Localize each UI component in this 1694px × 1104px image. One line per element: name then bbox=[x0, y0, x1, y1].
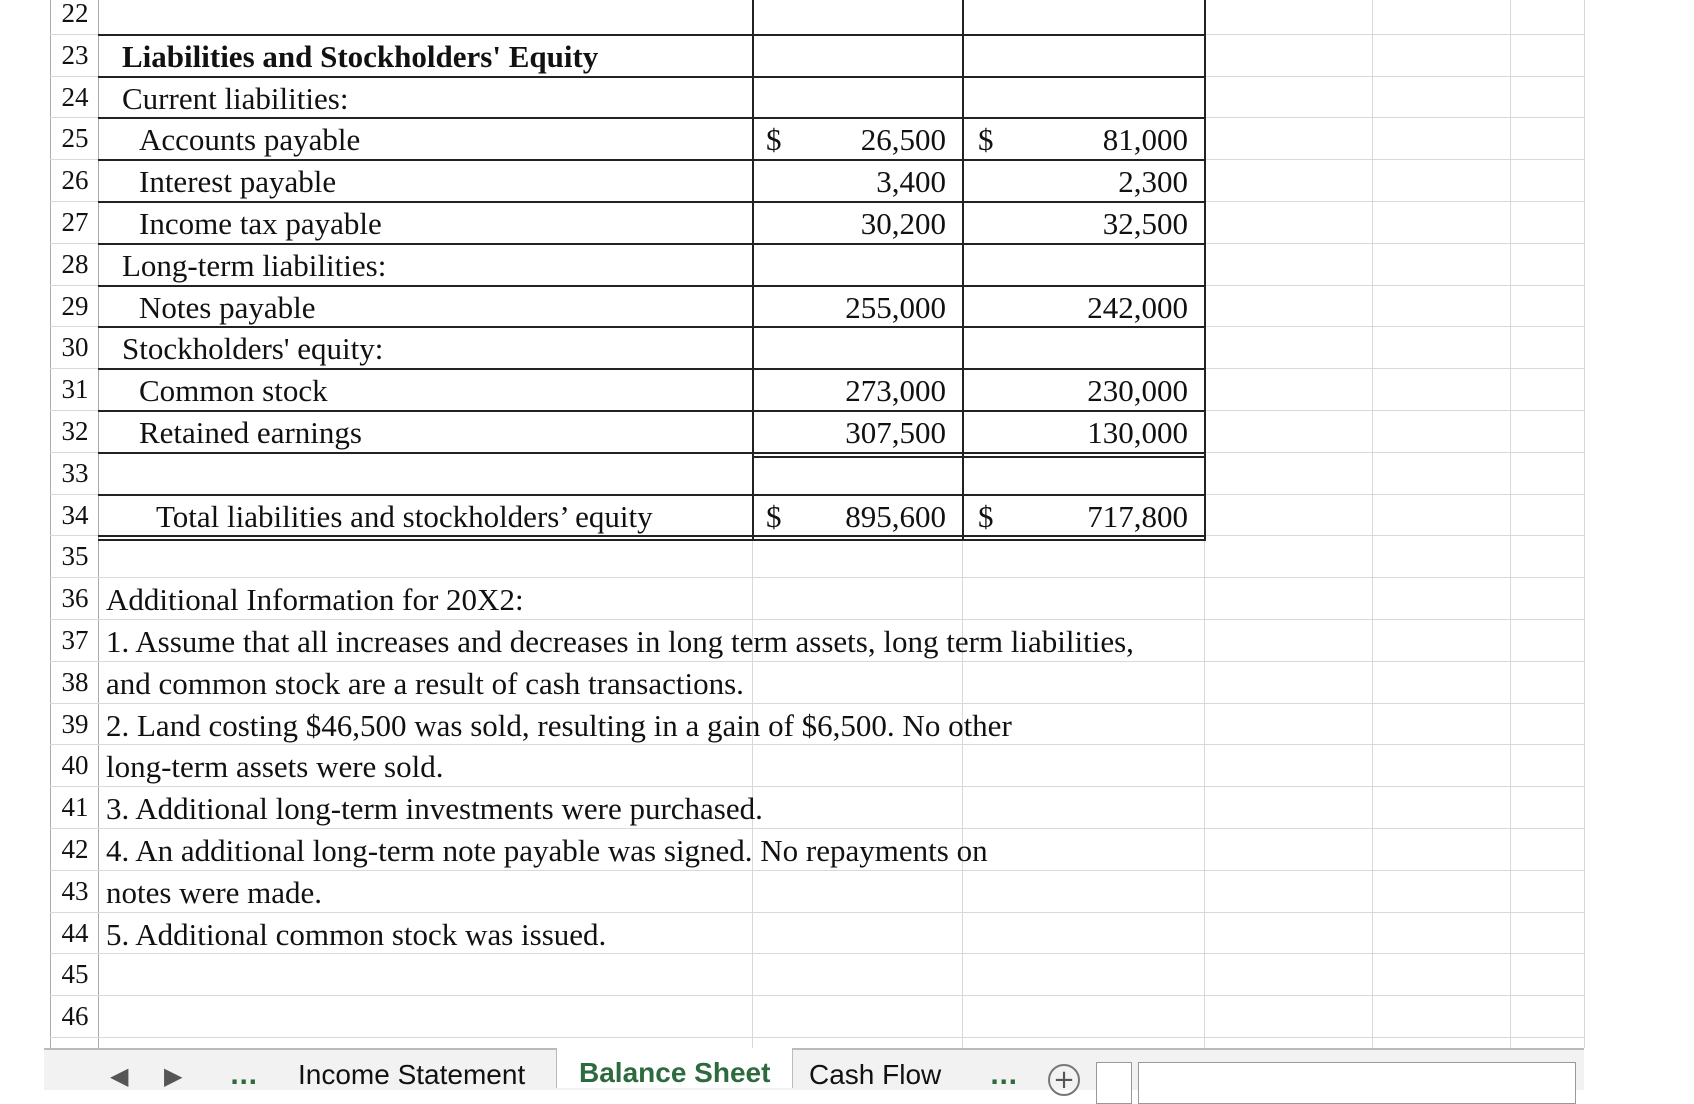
table-border-horizontal bbox=[98, 243, 1204, 245]
add-sheet-icon[interactable]: + bbox=[1048, 1064, 1080, 1096]
table-border-horizontal bbox=[98, 326, 1204, 328]
row-number[interactable]: 31 bbox=[61, 374, 89, 405]
table-border-vertical bbox=[962, 0, 964, 541]
row-number[interactable]: 24 bbox=[61, 81, 89, 112]
row-gridline bbox=[50, 953, 1584, 954]
row-label[interactable]: 2. Land costing $46,500 was sold, resulting in a gain of $6,500. No other bbox=[106, 707, 1012, 743]
row-label[interactable]: Liabilities and Stockholders' Equity bbox=[122, 38, 599, 74]
row-label[interactable]: Accounts payable bbox=[139, 122, 361, 158]
row-label[interactable]: and common stock are a result of cash transactions. bbox=[106, 665, 744, 701]
value-20x1[interactable]: 81,000 bbox=[1102, 122, 1188, 158]
row-number[interactable]: 23 bbox=[61, 39, 89, 70]
currency-symbol: $ bbox=[766, 122, 782, 158]
table-border-horizontal bbox=[98, 285, 1204, 287]
table-border-horizontal bbox=[98, 117, 1204, 119]
value-20x2[interactable]: 255,000 bbox=[845, 289, 946, 325]
table-border-horizontal bbox=[98, 452, 1204, 454]
currency-symbol: $ bbox=[766, 498, 782, 534]
value-20x2[interactable]: 895,600 bbox=[845, 498, 946, 534]
row-number[interactable]: 39 bbox=[61, 708, 89, 739]
row-gridline bbox=[50, 912, 1584, 913]
table-border-horizontal bbox=[98, 539, 1204, 541]
row-number[interactable]: 27 bbox=[61, 207, 89, 237]
row-number[interactable]: 40 bbox=[61, 750, 89, 781]
row-number[interactable]: 36 bbox=[61, 583, 89, 614]
horizontal-scroll-left-arrow[interactable] bbox=[1096, 1062, 1132, 1104]
table-border-horizontal bbox=[98, 76, 1204, 78]
value-20x2[interactable]: 307,500 bbox=[845, 415, 946, 450]
row-label[interactable]: 1. Assume that all increases and decreases in long term assets, long term liabilities, bbox=[106, 624, 1134, 659]
column-gridline bbox=[1372, 0, 1373, 1048]
row-label[interactable]: Retained earnings bbox=[139, 415, 362, 450]
scroll-right-icon[interactable]: ▶ bbox=[164, 1062, 183, 1090]
column-gridline bbox=[50, 0, 51, 1048]
value-20x2[interactable]: 30,200 bbox=[860, 206, 946, 241]
row-gridline bbox=[50, 1037, 1584, 1038]
row-label[interactable]: Current liabilities: bbox=[122, 80, 349, 116]
row-label[interactable]: 4. An additional long-term note payable was signed. No repayments on bbox=[106, 833, 988, 868]
more-sheets-left-button[interactable]: ... bbox=[230, 1062, 258, 1090]
row-label[interactable]: Notes payable bbox=[139, 289, 316, 325]
table-border-horizontal bbox=[98, 535, 1204, 537]
row-gridline bbox=[50, 661, 1584, 662]
sheet-tab-bar bbox=[44, 1048, 1584, 1095]
row-number[interactable]: 42 bbox=[61, 834, 89, 864]
row-label[interactable]: 5. Additional common stock was issued. bbox=[106, 916, 607, 952]
value-20x1[interactable]: 242,000 bbox=[1087, 289, 1188, 325]
row-gridline bbox=[50, 577, 1584, 578]
row-gridline bbox=[50, 995, 1584, 996]
row-gridline bbox=[50, 870, 1584, 871]
row-number[interactable]: 34 bbox=[61, 499, 89, 530]
row-label[interactable]: long-term assets were sold. bbox=[106, 749, 444, 785]
row-gridline bbox=[50, 744, 1584, 745]
row-number[interactable]: 43 bbox=[61, 875, 89, 906]
more-sheets-right-button[interactable]: ... bbox=[990, 1062, 1018, 1090]
row-label[interactable]: Total liabilities and stockholders’ equity bbox=[156, 498, 653, 534]
row-label[interactable]: notes were made. bbox=[106, 874, 323, 910]
table-border-horizontal bbox=[98, 494, 1204, 496]
row-number[interactable]: 33 bbox=[61, 457, 89, 488]
table-border-horizontal bbox=[98, 159, 1204, 161]
tab-cash-flow[interactable]: Cash Flow bbox=[809, 1059, 942, 1090]
row-label[interactable]: Common stock bbox=[139, 373, 328, 409]
value-20x1[interactable]: 2,300 bbox=[1118, 164, 1188, 200]
row-number[interactable]: 30 bbox=[61, 332, 89, 363]
value-20x1[interactable]: 717,800 bbox=[1087, 498, 1188, 534]
table-border-horizontal bbox=[98, 34, 1204, 36]
row-number[interactable]: 41 bbox=[61, 792, 89, 823]
horizontal-scrollbar[interactable] bbox=[1138, 1062, 1576, 1104]
row-number[interactable]: 28 bbox=[61, 248, 89, 279]
row-number[interactable]: 26 bbox=[61, 165, 89, 196]
currency-symbol: $ bbox=[978, 122, 994, 158]
value-20x2[interactable]: 3,400 bbox=[876, 164, 946, 200]
table-border-horizontal bbox=[98, 368, 1204, 370]
row-label[interactable]: Long-term liabilities: bbox=[122, 247, 387, 283]
row-number[interactable]: 46 bbox=[61, 1001, 89, 1032]
table-border-vertical bbox=[1204, 0, 1206, 541]
row-gridline bbox=[50, 786, 1584, 787]
column-gridline bbox=[98, 0, 99, 1048]
row-number[interactable]: 35 bbox=[61, 541, 89, 572]
table-border-vertical bbox=[752, 0, 754, 541]
table-border-horizontal bbox=[98, 201, 1204, 203]
subtotal-double-line bbox=[752, 456, 1204, 458]
row-label[interactable]: Additional Information for 20X2: bbox=[106, 582, 524, 618]
row-label[interactable]: Stockholders' equity: bbox=[122, 331, 384, 367]
row-label[interactable]: Interest payable bbox=[139, 164, 337, 200]
row-gridline bbox=[50, 619, 1584, 620]
row-label[interactable]: Income tax payable bbox=[139, 206, 382, 241]
row-number[interactable]: 38 bbox=[61, 666, 89, 697]
column-gridline bbox=[1584, 0, 1585, 1048]
tab-balance-sheet[interactable]: Balance Sheet bbox=[556, 1048, 793, 1088]
table-border-horizontal bbox=[98, 410, 1204, 412]
row-number[interactable]: 22 bbox=[61, 0, 89, 28]
value-20x1[interactable]: 230,000 bbox=[1087, 373, 1188, 409]
row-number[interactable]: 29 bbox=[61, 290, 89, 321]
row-number[interactable]: 25 bbox=[61, 123, 89, 154]
value-20x2[interactable]: 273,000 bbox=[845, 373, 946, 409]
row-number[interactable]: 32 bbox=[61, 416, 89, 446]
row-number[interactable]: 44 bbox=[61, 917, 89, 948]
value-20x2[interactable]: 26,500 bbox=[860, 122, 946, 158]
value-20x1[interactable]: 32,500 bbox=[1102, 206, 1188, 241]
scroll-left-icon[interactable]: ◀ bbox=[110, 1062, 129, 1090]
tab-income-statement[interactable]: Income Statement bbox=[298, 1059, 526, 1090]
row-number[interactable]: 45 bbox=[61, 959, 89, 990]
value-20x1[interactable]: 130,000 bbox=[1087, 415, 1188, 450]
row-label[interactable]: 3. Additional long-term investments were purchased. bbox=[106, 791, 763, 827]
currency-symbol: $ bbox=[978, 498, 994, 534]
row-gridline bbox=[50, 828, 1584, 829]
row-number[interactable]: 37 bbox=[61, 625, 89, 655]
row-gridline bbox=[50, 703, 1584, 704]
column-gridline bbox=[1510, 0, 1511, 1048]
